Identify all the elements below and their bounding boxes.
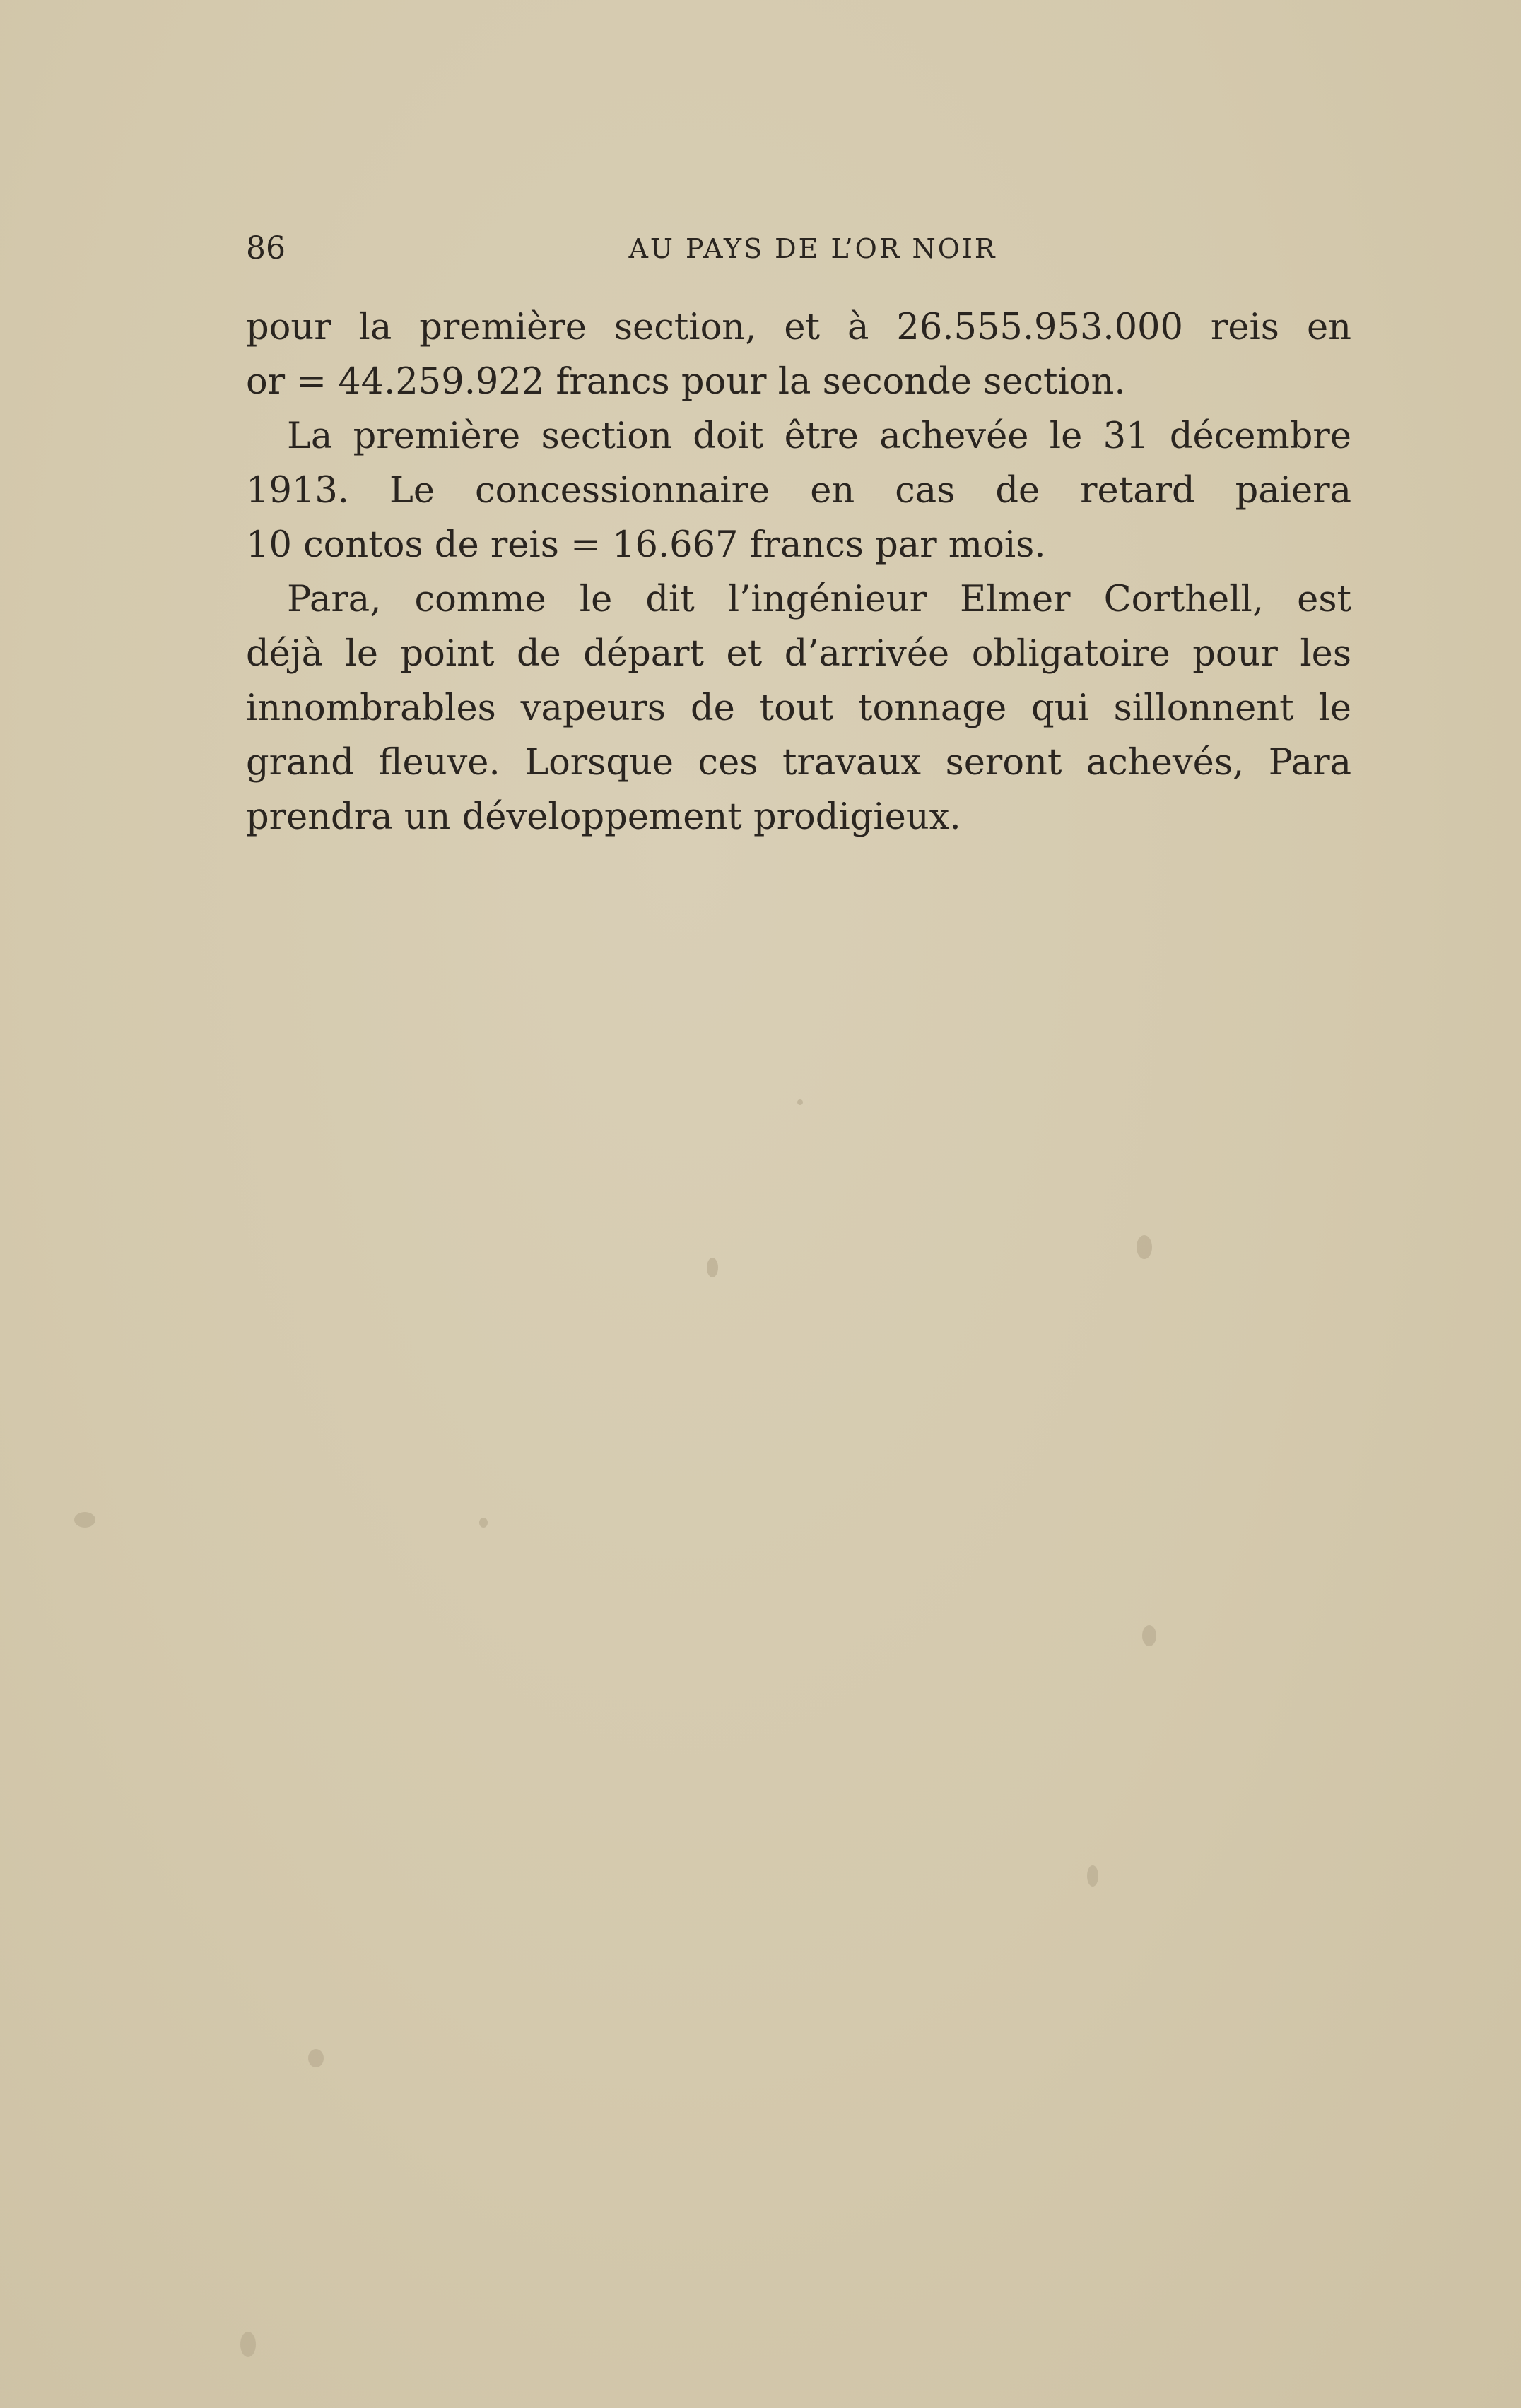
paper-speck (1087, 1865, 1098, 1887)
paper-speck (1142, 1625, 1156, 1646)
text-line: pour la première section, et à 26.555.953.000 reis en (246, 307, 1351, 348)
paper-speck (308, 2049, 324, 2067)
paper-speck (74, 1512, 95, 1528)
text-line: grand fleuve. Lorsque ces travaux seront achevés, Para (246, 742, 1351, 784)
paper-speck (479, 1518, 488, 1528)
text-line: déjà le point de départ et d’arrivée obligatoire pour les (246, 633, 1351, 675)
paper-speck (1137, 1235, 1152, 1259)
body-text (246, 300, 1351, 844)
page-header (246, 228, 1351, 270)
paper-speck (240, 2332, 256, 2357)
text-line: La première section doit être achevée le 31 décembre (287, 415, 1351, 457)
text-line: 10 contos de reis = 16.667 francs par mois. (246, 524, 1046, 566)
text-line: innombrables vapeurs de tout tonnage qui sillonnent le (246, 687, 1351, 729)
paper-speck (707, 1258, 718, 1277)
text-line: prendra un développement prodigieux. (246, 796, 961, 838)
text-line: or = 44.259.922 francs pour la seconde section. (246, 361, 1126, 403)
running-title: AU PAYS DE L’OR NOIR (628, 233, 997, 264)
page-number: 86 (246, 230, 286, 266)
text-line: Para, comme le dit l’ingénieur Elmer Corthell, est (287, 579, 1351, 620)
text-line: 1913. Le concessionnaire en cas de retard paiera (246, 470, 1351, 512)
paper-speck (797, 1099, 803, 1105)
